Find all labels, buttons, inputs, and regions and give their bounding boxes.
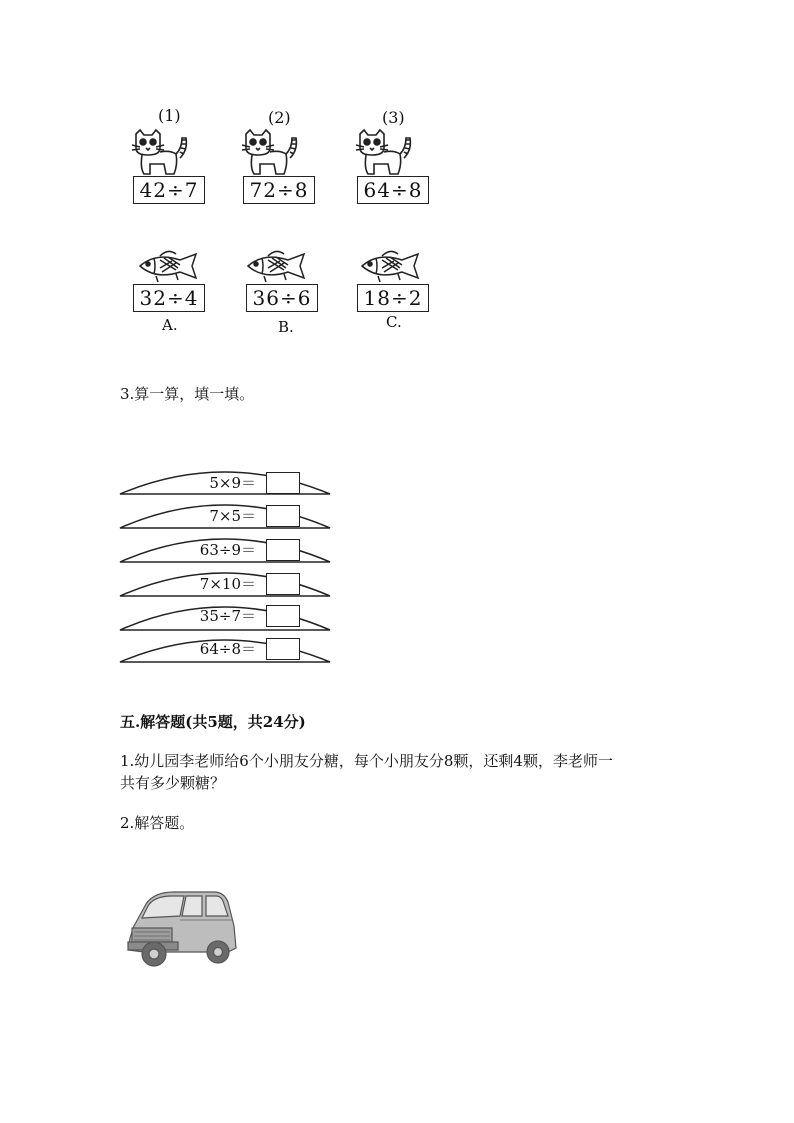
cat-icon bbox=[354, 128, 424, 176]
fish-icon bbox=[244, 248, 310, 284]
cat-icon bbox=[240, 128, 310, 176]
section-5-title: 五.解答题(共5题，共24分) bbox=[120, 713, 306, 731]
cat-expression: 42÷7 bbox=[133, 176, 205, 204]
answer-box-2[interactable] bbox=[266, 505, 300, 527]
equation-4: 7×10＝ bbox=[199, 575, 256, 593]
answer-box-4[interactable] bbox=[266, 573, 300, 595]
cat-label: (3) bbox=[382, 108, 405, 127]
problem-1-line-1: 1.幼儿园李老师给6个小朋友分糖，每个小朋友分8颗，还剩4颗，李老师一 bbox=[120, 752, 613, 770]
cat-label: (2) bbox=[268, 108, 291, 127]
fish-icon bbox=[136, 248, 202, 284]
equation-6: 64÷8＝ bbox=[199, 640, 256, 658]
answer-box-3[interactable] bbox=[266, 539, 300, 561]
option-label: C. bbox=[386, 313, 402, 331]
problem-2-title: 2.解答题。 bbox=[120, 814, 195, 832]
question-3-title: 3.算一算，填一填。 bbox=[120, 385, 255, 403]
van-icon bbox=[124, 886, 240, 970]
fish-icon bbox=[358, 248, 424, 284]
option-label: B. bbox=[278, 318, 294, 336]
equation-1: 5×9＝ bbox=[209, 474, 256, 492]
cat-icon bbox=[130, 128, 200, 176]
cat-label: (1) bbox=[158, 106, 181, 125]
answer-box-5[interactable] bbox=[266, 605, 300, 627]
problem-1-line-2: 共有多少颗糖？ bbox=[120, 774, 226, 792]
answer-box-1[interactable] bbox=[266, 472, 300, 494]
fish-expression: 32÷4 bbox=[133, 284, 205, 312]
cat-expression: 72÷8 bbox=[243, 176, 315, 204]
equation-3: 63÷9＝ bbox=[199, 541, 256, 559]
equation-2: 7×5＝ bbox=[209, 507, 256, 525]
cat-expression: 64÷8 bbox=[357, 176, 429, 204]
answer-box-6[interactable] bbox=[266, 638, 300, 660]
fish-expression: 36÷6 bbox=[246, 284, 318, 312]
equation-5: 35÷7＝ bbox=[199, 607, 256, 625]
option-label: A. bbox=[162, 316, 178, 334]
fish-expression: 18÷2 bbox=[357, 284, 429, 312]
